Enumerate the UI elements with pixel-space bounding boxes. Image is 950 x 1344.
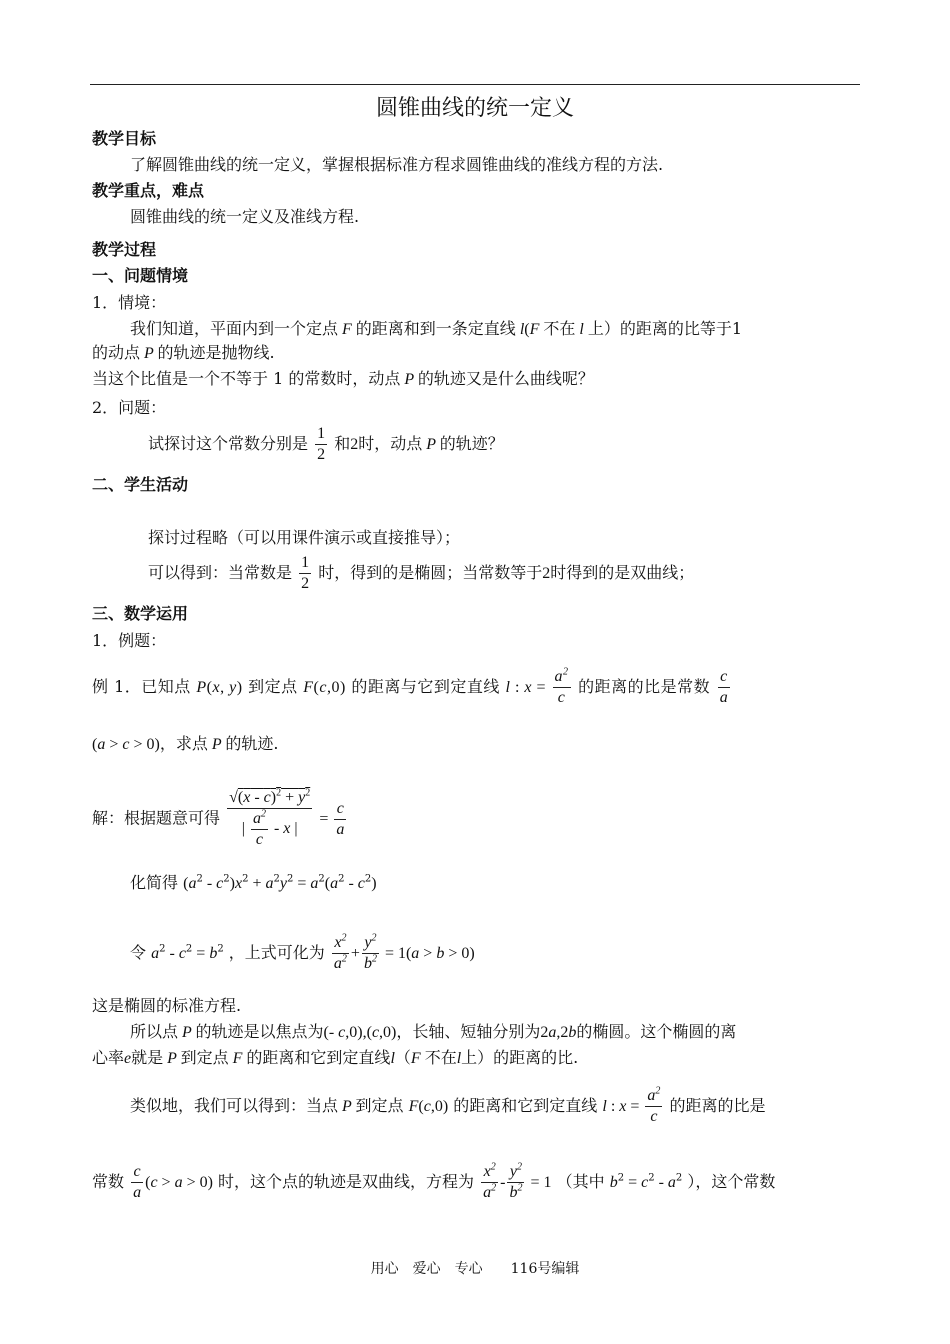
goal-text: 了解圆锥曲线的统一定义，掌握根据标准方程求圆锥曲线的准线方程的方法. xyxy=(130,155,664,174)
heading-process: 教学过程 xyxy=(92,240,157,259)
item-examples: 1．例题： xyxy=(92,631,167,650)
example-1-line-1: 例 1．已知点 P(x, y) 到定点 F(c,0) 的距离与它到定直线 l : x = $\frac{a^2}{c}$ 的距离的比是常数 $\frac{c}{a}$ xyxy=(92,666,729,706)
item-question: 2．问题： xyxy=(92,398,167,417)
activity-line-1: 探讨过程略（可以用课件演示或直接推导）； xyxy=(148,528,461,547)
situation-line-1: 我们知道，平面内到一个定点 F 的距离和到一条定直线 l(F 不在 l 上）的距离的比等于1 xyxy=(130,319,743,338)
situation-line-2: 的动点 P 的轨迹是抛物线. xyxy=(92,343,275,362)
heading-student-activity: 二、学生活动 xyxy=(92,475,189,494)
heading-math-application: 三、数学运用 xyxy=(92,604,189,623)
solution-line: 解：根据题意可得 $√(x - c)^2 + y^2$ | $\frac{a^2}{c}$ - x | = $\frac{c}{a}$ xyxy=(92,787,345,848)
question-line: 试探讨这个常数分别是 $\frac{1}{2}$ 和2时，动点 P 的轨迹？ xyxy=(148,425,504,463)
heading-key-points: 教学重点，难点 xyxy=(92,181,205,200)
analogy-line-1: 类似地，我们可以得到：当点 P 到定点 F(c,0) 的距离和它到定直线 l : x = $\frac{a^2}{c}$ 的距离的比是 xyxy=(130,1085,766,1125)
fraction-one-half: $\frac{1}{2}$ xyxy=(301,554,310,592)
ratio-fraction: $√(x - c)^2 + y^2$ | $\frac{a^2}{c}$ - x | xyxy=(229,787,311,848)
ellipse-note: 这是椭圆的标准方程. xyxy=(92,996,242,1015)
heading-goal: 教学目标 xyxy=(92,129,157,148)
let-line: 令 $a^2 - c^2 = b^2$ ，上式可化为 $\frac{x^2}{a^2}$ + $\frac{y^2}{b^2}$ = 1(a > b > 0) xyxy=(130,932,475,972)
simplify-line: 化简得 $(a^2 - c^2)x^2 + a^2y^2 = a^2(a^2 - c^2)$ xyxy=(130,873,377,892)
fraction-one-half: $\frac{1}{2}$ xyxy=(317,425,326,463)
page-title: 圆锥曲线的统一定义 xyxy=(375,96,574,121)
top-rule xyxy=(90,84,860,85)
example-1-line-2: (a > c > 0)，求点 P 的轨迹. xyxy=(92,734,279,753)
analogy-line-2: 常数 $\frac{c}{a}$ (c > a > 0) 时，这个点的轨迹是双曲线，方程为 $\frac{x^2}{a^2}$ - $\frac{y^2}{b^2}$ = 1 （其中 $b^2 = c^2 - a^2$ ），这个常数 xyxy=(92,1161,776,1201)
conclusion-line-1: 所以点 P 的轨迹是以焦点为(- c,0),(c,0)，长轴、短轴分别为2a,2b的椭圆。这个椭圆的离 xyxy=(130,1022,737,1041)
activity-line-2: 可以得到：当常数是 $\frac{1}{2}$ 时，得到的是椭圆；当常数等于2时得到的是双曲线； xyxy=(148,554,695,592)
page-footer: 用心 爱心 专心 116号编辑 xyxy=(370,1261,580,1277)
key-text: 圆锥曲线的统一定义及准线方程. xyxy=(130,207,360,226)
conclusion-line-2: 心率e就是 P 到定点 F 的距离和它到定直线l（F 不在l上）的距离的比. xyxy=(92,1048,579,1067)
situation-line-3: 当这个比值是一个不等于 1 的常数时，动点 P 的轨迹又是什么曲线呢？ xyxy=(92,369,594,388)
item-situation: 1．情境： xyxy=(92,293,167,312)
heading-problem-situation: 一、问题情境 xyxy=(92,266,189,285)
